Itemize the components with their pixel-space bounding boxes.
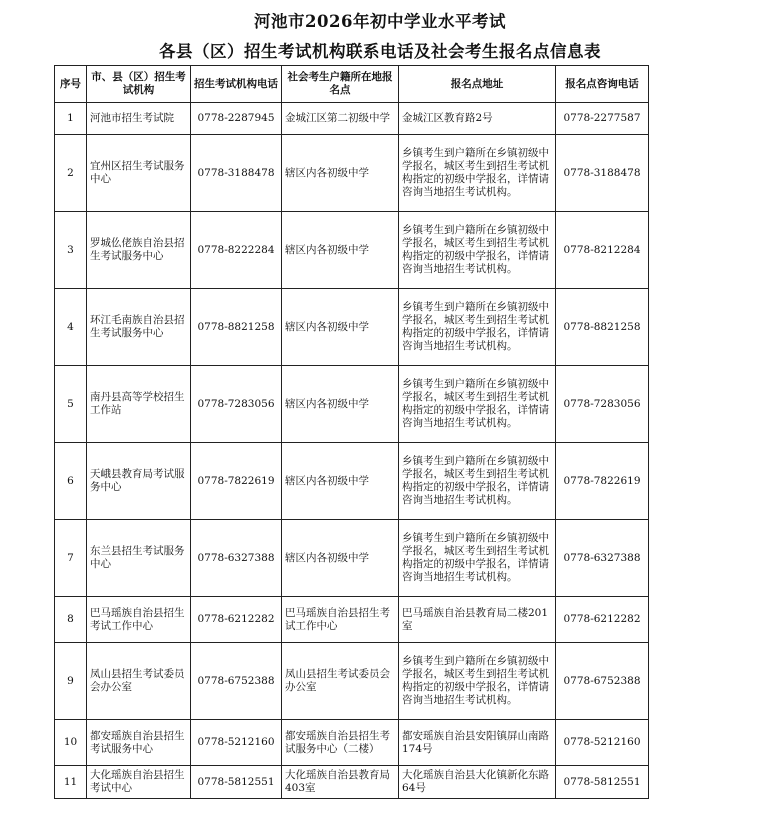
row-point: 大化瑶族自治县教育局403室 (282, 766, 399, 799)
row-address: 乡镇考生到户籍所在乡镇初级中学报名，城区考生到招生考试机构指定的初级中学报名，详情请咨询当地招生考试机构。 (399, 366, 556, 443)
row-consult: 0778-6212282 (556, 597, 649, 643)
row-consult: 0778-7822619 (556, 443, 649, 520)
row-address: 乡镇考生到户籍所在乡镇初级中学报名，城区考生到招生考试机构指定的初级中学报名，详情请咨询当地招生考试机构。 (399, 643, 556, 720)
row-org: 天峨县教育局考试服务中心 (87, 443, 191, 520)
header-cell-org: 市、县（区）招生考试机构 (87, 66, 191, 103)
table-row (55, 103, 649, 135)
row-consult: 0778-5812551 (556, 766, 649, 799)
row-point: 都安瑶族自治县招生考试服务中心（二楼） (282, 720, 399, 766)
row-phone: 0778-5212160 (191, 720, 282, 766)
row-org: 大化瑶族自治县招生考试中心 (87, 766, 191, 799)
document-title-line2: 各县（区）招生考试机构联系电话及社会考生报名点信息表 (159, 42, 601, 61)
row-phone: 0778-3188478 (191, 135, 282, 212)
row-phone: 0778-6212282 (191, 597, 282, 643)
row-consult: 0778-2277587 (556, 103, 649, 135)
row-consult: 0778-7283056 (556, 366, 649, 443)
row-org: 罗城仫佬族自治县招生考试服务中心 (87, 212, 191, 289)
row-phone: 0778-6327388 (191, 520, 282, 597)
row-point: 金城江区第二初级中学 (282, 103, 399, 135)
row-point: 辖区内各初级中学 (282, 443, 399, 520)
row-phone: 0778-5812551 (191, 766, 282, 799)
row-org: 巴马瑶族自治县招生考试工作中心 (87, 597, 191, 643)
row-consult: 0778-8212284 (556, 212, 649, 289)
header-cell-phone: 招生考试机构电话 (191, 66, 282, 103)
row-address: 乡镇考生到户籍所在乡镇初级中学报名，城区考生到招生考试机构指定的初级中学报名，详情请咨询当地招生考试机构。 (399, 520, 556, 597)
row-no: 2 (55, 135, 87, 212)
table-row (55, 766, 649, 799)
row-phone: 0778-6752388 (191, 643, 282, 720)
contact-info-table (54, 65, 649, 799)
row-address: 金城江区教育路2号 (399, 103, 556, 135)
row-address: 乡镇考生到户籍所在乡镇初级中学报名，城区考生到招生考试机构指定的初级中学报名，详情请咨询当地招生考试机构。 (399, 212, 556, 289)
row-point: 辖区内各初级中学 (282, 289, 399, 366)
row-consult: 0778-5212160 (556, 720, 649, 766)
row-address: 大化瑶族自治县大化镇新化东路64号 (399, 766, 556, 799)
row-no: 6 (55, 443, 87, 520)
header-cell-no: 序号 (55, 66, 87, 103)
row-no: 9 (55, 643, 87, 720)
row-consult: 0778-8821258 (556, 289, 649, 366)
header-cell-point: 社会考生户籍所在地报名点 (282, 66, 399, 103)
row-address: 乡镇考生到户籍所在乡镇初级中学报名，城区考生到招生考试机构指定的初级中学报名，详情请咨询当地招生考试机构。 (399, 135, 556, 212)
header-cell-consult: 报名点咨询电话 (556, 66, 649, 103)
row-address: 乡镇考生到户籍所在乡镇初级中学报名，城区考生到招生考试机构指定的初级中学报名，详情请咨询当地招生考试机构。 (399, 443, 556, 520)
row-org: 宜州区招生考试服务中心 (87, 135, 191, 212)
row-no: 11 (55, 766, 87, 799)
row-point: 巴马瑶族自治县招生考试工作中心 (282, 597, 399, 643)
row-org: 东兰县招生考试服务中心 (87, 520, 191, 597)
row-address: 都安瑶族自治县安阳镇屏山南路174号 (399, 720, 556, 766)
row-org: 都安瑶族自治县招生考试服务中心 (87, 720, 191, 766)
row-org: 南丹县高等学校招生工作站 (87, 366, 191, 443)
row-no: 10 (55, 720, 87, 766)
row-no: 3 (55, 212, 87, 289)
table-header-row (55, 66, 649, 103)
row-point: 辖区内各初级中学 (282, 212, 399, 289)
row-consult: 0778-6327388 (556, 520, 649, 597)
table-row (55, 443, 649, 520)
row-point: 辖区内各初级中学 (282, 135, 399, 212)
document-title-line1: 河池市2026年初中学业水平考试 (254, 12, 506, 31)
row-address: 乡镇考生到户籍所在乡镇初级中学报名，城区考生到招生考试机构指定的初级中学报名，详情请咨询当地招生考试机构。 (399, 289, 556, 366)
row-no: 8 (55, 597, 87, 643)
table-row (55, 720, 649, 766)
row-org: 环江毛南族自治县招生考试服务中心 (87, 289, 191, 366)
row-phone: 0778-8222284 (191, 212, 282, 289)
row-phone: 0778-2287945 (191, 103, 282, 135)
row-point: 辖区内各初级中学 (282, 520, 399, 597)
row-org: 河池市招生考试院 (87, 103, 191, 135)
row-address: 巴马瑶族自治县教育局二楼201室 (399, 597, 556, 643)
row-no: 1 (55, 103, 87, 135)
row-consult: 0778-3188478 (556, 135, 649, 212)
table-row (55, 289, 649, 366)
row-consult: 0778-6752388 (556, 643, 649, 720)
table-row (55, 597, 649, 643)
row-phone: 0778-7283056 (191, 366, 282, 443)
row-no: 5 (55, 366, 87, 443)
row-phone: 0778-7822619 (191, 443, 282, 520)
header-cell-address: 报名点地址 (399, 66, 556, 103)
row-org: 凤山县招生考试委员会办公室 (87, 643, 191, 720)
row-no: 4 (55, 289, 87, 366)
table-row (55, 135, 649, 212)
row-phone: 0778-8821258 (191, 289, 282, 366)
table-row (55, 643, 649, 720)
row-no: 7 (55, 520, 87, 597)
row-point: 凤山县招生考试委员会办公室 (282, 643, 399, 720)
table-row (55, 520, 649, 597)
row-point: 辖区内各初级中学 (282, 366, 399, 443)
table-row (55, 212, 649, 289)
table-row (55, 366, 649, 443)
